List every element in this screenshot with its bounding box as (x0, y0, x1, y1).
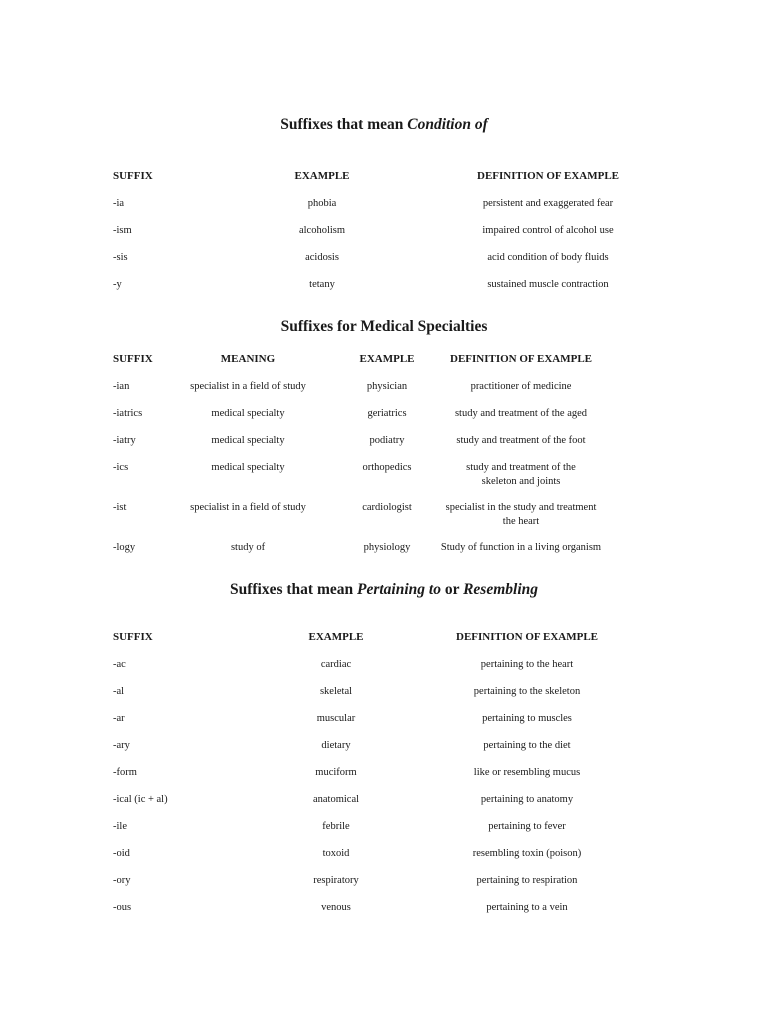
table-cell: -al (113, 686, 125, 697)
table-cell: acid condition of body fluids (487, 252, 609, 263)
table-cell: -ism (113, 225, 132, 236)
section-title (0, 115, 768, 135)
table-cell: muscular (316, 713, 356, 724)
section-title-part: Suffixes that mean (280, 116, 408, 133)
table-cell: cardiac (320, 659, 352, 670)
table-cell: -ory (113, 875, 131, 886)
column-header: SUFFIX (113, 631, 153, 643)
table-cell: specialist in a field of study (190, 381, 306, 392)
table-cell: febrile (322, 821, 350, 832)
table-cell: acidosis (305, 252, 339, 263)
table-cell: practitioner of medicine (470, 381, 572, 392)
table-cell: pertaining to the heart (480, 659, 574, 670)
table-cell: muciform (315, 767, 357, 778)
table-cell: sustained muscle contraction (487, 279, 609, 290)
table-cell: -ian (113, 381, 130, 392)
section-title (0, 317, 768, 337)
section-title-part: Suffixes that mean (229, 581, 357, 598)
table-cell: dietary (321, 740, 351, 751)
table-cell-line: skeleton and joints (481, 475, 561, 487)
table-cell: podiatry (369, 435, 405, 446)
table-cell: anatomical (312, 794, 360, 805)
table-cell: -ac (113, 659, 126, 670)
table-cell: pertaining to the skeleton (473, 686, 581, 697)
table-cell: pertaining to a vein (486, 902, 568, 913)
table-cell: study of (230, 542, 266, 553)
section-title-part: Suffixes for Medical Specialties (280, 318, 488, 335)
column-header: DEFINITION OF EXAMPLE (450, 353, 592, 365)
table-cell-line: specialist in the study and treatment (445, 502, 597, 513)
table-cell: medical specialty (211, 408, 285, 419)
table-cell: medical specialty (211, 462, 285, 473)
table-cell: impaired control of alcohol use (482, 225, 614, 236)
table-cell: persistent and exaggerated fear (482, 198, 614, 209)
table-cell (361, 501, 681, 528)
table-cell: -form (113, 767, 137, 778)
table-cell: pertaining to anatomy (480, 794, 574, 805)
column-header: SUFFIX (113, 353, 153, 365)
column-header: SUFFIX (113, 170, 153, 182)
table-cell: -ical (ic + al) (113, 794, 168, 805)
table-cell: skeletal (319, 686, 353, 697)
table-cell: phobia (307, 198, 337, 209)
table-cell: venous (321, 902, 351, 913)
table-cell: like or resembling mucus (473, 767, 581, 778)
column-header: EXAMPLE (294, 170, 350, 182)
table-cell: physiology (363, 542, 411, 553)
table-cell: toxoid (322, 848, 350, 859)
section-title-part: Pertaining to (357, 581, 441, 598)
column-header: EXAMPLE (308, 631, 364, 643)
section-title-part: or (440, 581, 464, 598)
table-cell: geriatrics (367, 408, 407, 419)
table-cell-line: study and treatment of the (466, 462, 576, 473)
table-cell: respiratory (313, 875, 359, 886)
table-cell: -logy (113, 542, 136, 553)
table-cell: pertaining to fever (488, 821, 566, 832)
table-cell: specialist in a field of study (190, 502, 306, 513)
table-cell: -ist (113, 502, 127, 513)
column-header: DEFINITION OF EXAMPLE (477, 170, 619, 182)
table-cell: physician (366, 381, 408, 392)
table-cell: cardiologist (362, 502, 412, 513)
table-cell: Study of function in a living organism (440, 542, 602, 553)
table-cell: -ous (113, 902, 132, 913)
table-cell: -y (113, 279, 122, 290)
table-cell: -ar (113, 713, 125, 724)
table-cell: -ia (113, 198, 125, 209)
table-cell (361, 461, 681, 488)
column-header: EXAMPLE (359, 353, 415, 365)
column-header: DEFINITION OF EXAMPLE (456, 631, 598, 643)
table-cell: alcoholism (298, 225, 346, 236)
table-cell: -iatrics (113, 408, 143, 419)
section-title (0, 580, 768, 600)
table-cell: orthopedics (362, 462, 412, 473)
table-cell: study and treatment of the aged (454, 408, 588, 419)
table-cell: -ary (113, 740, 130, 751)
table-cell: -oid (113, 848, 130, 859)
table-cell: -sis (113, 252, 128, 263)
table-cell-line: the heart (502, 515, 540, 527)
table-cell: pertaining to respiration (476, 875, 578, 886)
table-cell: pertaining to the diet (483, 740, 571, 751)
table-cell: study and treatment of the foot (456, 435, 586, 446)
table-cell: -ics (113, 462, 129, 473)
table-cell: -ile (113, 821, 127, 832)
column-header: MEANING (220, 353, 276, 365)
section-title-part: Resembling (463, 581, 539, 598)
table-cell: medical specialty (211, 435, 285, 446)
table-cell: -iatry (113, 435, 136, 446)
table-cell: tetany (309, 279, 335, 290)
section-title-part: Condition of (407, 116, 488, 133)
table-cell: pertaining to muscles (482, 713, 572, 724)
table-cell: resembling toxin (poison) (472, 848, 582, 859)
